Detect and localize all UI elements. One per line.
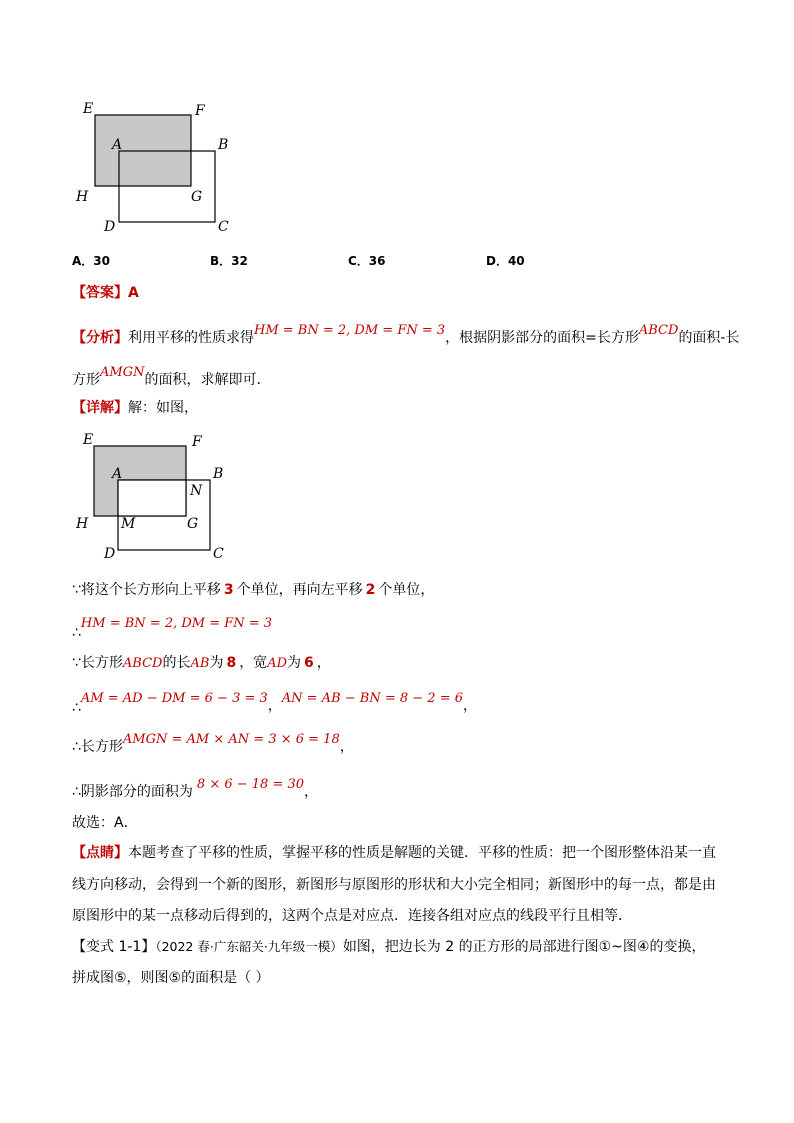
detail-text: 解：如图， (128, 400, 198, 416)
variant-line-2: 拼成图⑤，则图⑤的面积是（ ） (72, 970, 270, 986)
comment-line-3: 原图形中的某一点移动后得到的，这两个点是对应点．连接各组对应点的线段平行且相等． (72, 908, 632, 924)
label-b: B (213, 466, 224, 482)
label-c: C (213, 546, 224, 562)
variant-text-1: 如图，把边长为 2 的正方形的局部进行图①~图④的变换， (342, 939, 706, 955)
step-3-pre: ∵长方形 (72, 655, 123, 671)
answer-line (72, 283, 139, 303)
therefore-symbol: ∴ (72, 625, 81, 641)
step-3-text-5: ， (316, 655, 331, 671)
label-g: G (187, 516, 199, 532)
step-4-math-2: AN = AB − BN = 8 − 2 = 6 (281, 691, 463, 706)
figure-2 (70, 428, 240, 568)
step-3-math-3: AD (267, 656, 287, 671)
analysis-text-3: 的面积-长 (678, 330, 740, 346)
label-e: E (83, 101, 94, 117)
step-4-comma-2: ， (463, 698, 477, 714)
option-b: B．32 (210, 254, 248, 268)
comment-text-1: 本题考查了平移的性质，掌握平移的性质是解题的关键．平移的性质：把一个图形整体沿某一直 (128, 845, 716, 861)
label-e: E (83, 432, 94, 448)
comment-line-1 (72, 843, 716, 863)
step-2-math: HM = BN = 2, DM = FN = 3 (80, 616, 273, 631)
label-b: B (218, 137, 229, 153)
detail-tag: 【详解】 (72, 400, 128, 416)
option-a: A．30 (72, 254, 110, 268)
analysis-text-4: 方形 (72, 372, 100, 388)
option-c: C．36 (348, 254, 386, 268)
step-6 (72, 777, 319, 803)
label-d: D (104, 219, 116, 235)
label-h: H (76, 516, 89, 532)
analysis-text-5: 的面积，求解即可． (144, 372, 271, 388)
detail-line (72, 398, 198, 418)
step-6-pre: ∴阴影部分的面积为 (72, 784, 193, 800)
label-a: A (112, 137, 123, 153)
variant-line-1 (72, 937, 705, 957)
label-a: A (112, 466, 123, 482)
step-1-mid: 个单位，再向左平移 (236, 582, 363, 598)
label-g: G (191, 189, 203, 205)
step-3-text-4: 为 (287, 655, 301, 671)
label-f: F (195, 103, 205, 119)
step-1-post: 个单位， (378, 582, 435, 598)
variant-source: （2022 春·广东韶关·九年级一模） (155, 939, 343, 954)
option-d: D．40 (486, 254, 525, 268)
step-3-num-1: 8 (226, 655, 237, 671)
comment-tag: 【点睛】 (72, 845, 128, 861)
step-1-num-1: 3 (223, 582, 234, 598)
step-3-text-3: ，宽 (239, 655, 268, 671)
step-4 (72, 688, 477, 716)
step-3 (72, 653, 331, 674)
analysis-text-2: ，根据阴影部分的面积=长方形 (445, 330, 639, 346)
step-5 (72, 732, 354, 758)
analysis-math-3: AMGN (100, 365, 145, 380)
answer-tag: 【答案】 (72, 285, 128, 301)
label-f: F (192, 434, 202, 450)
therefore-symbol: ∴ (72, 700, 81, 716)
step-1-num-2: 2 (365, 582, 376, 598)
analysis-tag: 【分析】 (72, 330, 128, 346)
step-7: 故选：A． (72, 815, 138, 831)
label-m: M (121, 516, 136, 532)
step-6-post: ， (304, 784, 319, 800)
step-1 (72, 580, 434, 600)
rectangle-amgn (118, 480, 186, 516)
analysis-text-1: 利用平移的性质求得 (128, 330, 254, 346)
answer-value: A (128, 285, 139, 301)
step-2 (72, 613, 273, 641)
step-3-text-1: 的长 (162, 655, 191, 671)
label-c: C (218, 219, 229, 235)
variant-tag: 【变式 1-1】 (72, 939, 156, 955)
label-d: D (104, 546, 116, 562)
step-5-math: AMGN = AM × AN = 3 × 6 = 18 (122, 732, 340, 747)
analysis-line-1 (72, 323, 740, 349)
step-3-num-2: 6 (304, 655, 314, 671)
step-5-post: ， (339, 739, 354, 755)
analysis-line-2 (72, 365, 271, 391)
comment-line-2: 线方向移动，会得到一个新的图形，新图形与原图形的形状和大小完全相同；新图形中的每一点，都是由 (72, 877, 716, 893)
step-3-math-1: ABCD (122, 656, 163, 671)
step-4-comma-1: ， (267, 698, 282, 714)
analysis-math-1: HM = BN = 2, DM = FN = 3 (254, 323, 446, 338)
step-5-pre: ∴长方形 (72, 739, 123, 755)
label-n: N (190, 483, 203, 499)
figure-1 (70, 95, 240, 240)
step-3-math-2: AB (190, 656, 210, 671)
label-h: H (76, 189, 89, 205)
step-1-pre: ∵将这个长方形向上平移 (72, 582, 221, 598)
step-6-math: 8 × 6 − 18 = 30 (196, 777, 305, 792)
analysis-math-2: ABCD (638, 323, 679, 338)
step-4-math-1: AM = AD − DM = 6 − 3 = 3 (80, 691, 268, 706)
step-3-text-2: 为 (209, 655, 224, 671)
